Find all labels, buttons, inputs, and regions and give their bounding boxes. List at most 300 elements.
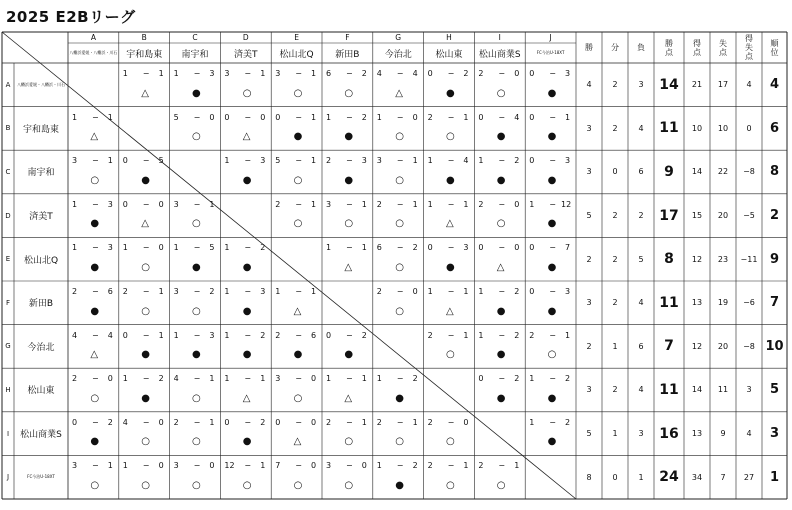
score-away: 12 — [561, 199, 572, 209]
score-dash: − — [396, 374, 404, 384]
score-away: 2 — [260, 417, 266, 427]
score-dash: − — [346, 112, 353, 122]
score-away: 1 — [361, 199, 367, 209]
score-home: 0 — [427, 69, 433, 78]
score-home: 1 — [122, 374, 128, 384]
result-mark: ○ — [344, 87, 354, 99]
score-home: 1 — [173, 330, 179, 340]
standing-value: 12 — [691, 254, 703, 264]
result-mark: ● — [446, 87, 455, 99]
score-home: 0 — [529, 156, 535, 166]
standing-value: 13 — [691, 298, 703, 308]
score-home: 1 — [326, 374, 332, 384]
score-away: 0 — [158, 243, 164, 253]
result-mark: ● — [192, 262, 201, 273]
standing-value: 3 — [586, 123, 592, 133]
score-away: 0 — [412, 112, 418, 122]
score-away: 1 — [158, 287, 164, 296]
score-dash: − — [549, 199, 556, 209]
score-home: 1 — [326, 243, 332, 253]
score-home: 1 — [72, 243, 78, 253]
standing-value: 2 — [612, 385, 618, 395]
stat-header: 得 失 点 — [745, 34, 753, 61]
score-dash: − — [396, 112, 404, 122]
score-home: 0 — [529, 287, 535, 296]
score-dash: − — [142, 287, 150, 296]
score-dash: − — [295, 330, 302, 340]
score-dash: − — [92, 287, 99, 296]
standing-value: 5 — [638, 254, 644, 264]
column-team-name: FC今治U-18XT — [536, 50, 565, 55]
score-home: 1 — [529, 374, 535, 384]
score-away: 2 — [565, 374, 571, 384]
score-home: 1 — [224, 374, 230, 384]
column-team-name: 済美T — [234, 49, 258, 60]
result-mark: ● — [90, 262, 100, 273]
standing-value: 3 — [638, 429, 644, 439]
column-letter: G — [395, 33, 402, 42]
standing-value: 24 — [659, 469, 679, 486]
score-dash: − — [346, 156, 353, 166]
result-mark: ○ — [446, 436, 455, 448]
score-home: 0 — [529, 69, 535, 78]
row-letter: E — [5, 255, 11, 264]
score-dash: − — [447, 69, 455, 78]
score-home: 1 — [376, 461, 382, 471]
score-away: 2 — [514, 287, 520, 296]
score-dash: − — [193, 287, 201, 296]
score-away: 3 — [260, 287, 266, 296]
score-away: 1 — [311, 156, 317, 166]
score-away: 0 — [311, 374, 317, 384]
score-home: 4 — [376, 69, 382, 78]
score-away: 3 — [107, 199, 113, 209]
result-mark: ○ — [141, 262, 150, 273]
score-away: 1 — [463, 330, 469, 340]
result-mark: ○ — [344, 480, 354, 491]
score-dash: − — [92, 199, 99, 209]
standing-value: 11 — [659, 381, 679, 398]
row-team-name: 新田B — [28, 299, 54, 310]
diagonal-line — [2, 32, 576, 499]
standing-value: 9 — [720, 429, 726, 439]
standing-value: 2 — [612, 254, 618, 264]
column-team-name: 新田B — [335, 49, 360, 60]
score-away: 4 — [514, 112, 520, 122]
score-away: 2 — [514, 156, 520, 166]
score-away: 1 — [565, 112, 571, 122]
score-home: 0 — [224, 417, 230, 427]
stat-header: 負 — [637, 43, 645, 52]
result-mark: ○ — [141, 436, 150, 448]
standing-value: 4 — [746, 429, 752, 439]
score-home: 2 — [478, 461, 484, 471]
result-mark: ● — [242, 349, 252, 361]
score-dash: − — [549, 69, 556, 78]
row-team-name: 松山東 — [27, 386, 55, 397]
stat-header: 失 点 — [719, 38, 727, 57]
standing-value: 14 — [691, 167, 703, 177]
result-mark: ○ — [192, 392, 201, 404]
result-mark: ● — [547, 436, 557, 448]
score-away: 1 — [311, 287, 317, 296]
result-mark: ○ — [395, 262, 404, 273]
score-away: 0 — [209, 112, 215, 122]
score-away: 2 — [463, 69, 469, 78]
score-dash: − — [244, 112, 252, 122]
result-mark: ○ — [192, 131, 201, 143]
score-home: 0 — [529, 243, 535, 253]
score-away: 3 — [260, 156, 266, 166]
standing-value: 27 — [743, 472, 755, 482]
score-away: 3 — [361, 156, 367, 166]
score-home: 0 — [122, 330, 128, 340]
score-away: 1 — [463, 199, 469, 209]
result-mark: ● — [141, 174, 150, 186]
score-away: 3 — [565, 287, 571, 296]
standing-value: 4 — [746, 80, 752, 90]
standing-value: 17 — [659, 207, 679, 224]
result-mark: ○ — [242, 480, 252, 491]
standing-value: 6 — [769, 120, 780, 136]
result-mark: ● — [446, 174, 455, 186]
result-mark: ○ — [192, 218, 201, 230]
score-away: 4 — [107, 330, 113, 340]
score-home: 2 — [122, 287, 128, 296]
score-dash: − — [92, 461, 99, 471]
row-team-name: 宇和島東 — [22, 124, 59, 135]
score-away: 1 — [209, 199, 215, 209]
score-away: 1 — [158, 330, 164, 340]
result-mark: ● — [547, 392, 557, 404]
score-home: 0 — [529, 112, 535, 122]
score-away: 1 — [311, 199, 317, 209]
result-mark: ○ — [446, 349, 455, 361]
score-home: 1 — [478, 287, 484, 296]
row-team-name: 八幡浜愛媛・八幡浜・川石 — [17, 81, 65, 87]
result-mark: ○ — [293, 218, 303, 230]
result-mark: △ — [395, 87, 403, 99]
score-away: 1 — [412, 417, 418, 427]
standing-value: 4 — [638, 298, 644, 308]
score-away: 1 — [361, 243, 367, 253]
standing-value: 2 — [769, 208, 780, 224]
score-home: 0 — [224, 112, 230, 122]
score-away: 1 — [260, 69, 266, 78]
standing-value: 17 — [717, 80, 729, 90]
score-home: 3 — [326, 461, 332, 471]
score-dash: − — [142, 374, 150, 384]
result-mark: ● — [90, 436, 100, 448]
score-home: 1 — [427, 199, 433, 209]
score-home: 1 — [122, 69, 128, 78]
result-mark: △ — [90, 131, 99, 143]
column-letter: D — [242, 33, 249, 42]
score-home: 1 — [224, 330, 230, 340]
result-mark: ○ — [446, 131, 455, 143]
score-dash: − — [295, 69, 302, 78]
score-home: 1 — [529, 417, 535, 427]
score-away: 6 — [311, 330, 317, 340]
score-away: 2 — [361, 330, 367, 340]
score-away: 3 — [209, 330, 215, 340]
result-mark: ● — [395, 480, 404, 491]
standing-value: 34 — [691, 472, 703, 482]
standing-value: 8 — [664, 251, 674, 268]
standing-value: 4 — [769, 77, 780, 93]
score-away: 0 — [107, 374, 113, 384]
score-away: 6 — [107, 287, 113, 296]
score-dash: − — [549, 243, 556, 253]
score-dash: − — [549, 330, 556, 340]
score-away: 3 — [565, 156, 571, 166]
result-mark: △ — [242, 131, 251, 143]
score-home: 6 — [376, 243, 382, 253]
score-dash: − — [396, 156, 404, 166]
result-mark: ● — [192, 349, 201, 361]
result-mark: △ — [293, 305, 302, 317]
score-home: 1 — [224, 156, 230, 166]
result-mark: △ — [344, 392, 353, 404]
standing-value: 16 — [659, 425, 679, 442]
column-team-name: 南宇和 — [181, 49, 209, 60]
score-dash: − — [346, 243, 353, 253]
score-away: 1 — [107, 112, 113, 122]
column-letter: A — [90, 33, 96, 42]
standing-value: 1 — [638, 472, 644, 482]
column-team-name: 八幡浜愛媛・八幡浜・川石 — [69, 50, 118, 55]
result-mark: ○ — [242, 87, 252, 99]
result-mark: ● — [141, 349, 150, 361]
result-mark: ○ — [90, 480, 100, 491]
standing-value: 9 — [664, 163, 674, 180]
score-away: 1 — [514, 461, 520, 471]
score-away: 0 — [311, 461, 317, 471]
score-home: 1 — [478, 330, 484, 340]
score-home: 0 — [275, 112, 281, 122]
score-away: 2 — [158, 374, 164, 384]
score-dash: − — [244, 417, 252, 427]
score-away: 0 — [311, 417, 317, 427]
score-dash: − — [193, 199, 201, 209]
score-home: 1 — [326, 112, 332, 122]
standing-value: 2 — [612, 298, 618, 308]
column-letter: H — [446, 33, 452, 42]
score-away: 2 — [209, 287, 215, 296]
score-away: 0 — [463, 417, 469, 427]
column-team-name: 松山商業S — [478, 49, 521, 60]
score-home: 0 — [122, 156, 128, 166]
result-mark: ○ — [496, 218, 506, 230]
column-letter: F — [345, 33, 350, 42]
column-team-name: 今治北 — [384, 49, 412, 60]
score-dash: − — [346, 199, 353, 209]
score-away: 1 — [463, 461, 469, 471]
standing-value: −8 — [743, 167, 755, 177]
score-dash: − — [142, 461, 150, 471]
score-home: 3 — [326, 199, 332, 209]
page-title: 2025 E2Bリーグ — [6, 8, 136, 26]
result-mark: ● — [242, 262, 252, 273]
score-home: 0 — [72, 417, 78, 427]
standing-value: 1 — [612, 341, 618, 351]
result-mark: ○ — [141, 480, 150, 491]
column-letter: B — [141, 33, 147, 42]
score-dash: − — [498, 156, 506, 166]
score-home: 1 — [72, 112, 78, 122]
result-mark: ● — [446, 262, 455, 273]
score-home: 3 — [173, 287, 179, 296]
standing-value: 20 — [717, 341, 729, 351]
score-dash: − — [244, 156, 252, 166]
standing-value: 1 — [612, 429, 618, 439]
score-dash: − — [346, 330, 353, 340]
result-mark: ● — [293, 131, 303, 143]
result-mark: ○ — [192, 305, 201, 317]
result-mark: △ — [344, 262, 353, 273]
score-home: 4 — [72, 330, 78, 340]
score-home: 2 — [376, 199, 382, 209]
standing-value: 14 — [659, 76, 679, 93]
standing-value: 20 — [717, 211, 729, 221]
standing-value: 5 — [586, 429, 592, 439]
score-home: 2 — [427, 417, 433, 427]
score-dash: − — [498, 112, 506, 122]
stat-header: 得 点 — [693, 38, 701, 57]
standing-value: 3 — [586, 385, 592, 395]
standing-value: 0 — [612, 167, 618, 177]
result-mark: ● — [90, 305, 100, 317]
result-mark: ○ — [395, 131, 404, 143]
score-dash: − — [396, 69, 404, 78]
score-away: 1 — [311, 69, 317, 78]
score-dash: − — [92, 112, 99, 122]
score-home: 4 — [122, 417, 128, 427]
score-away: 2 — [412, 243, 418, 253]
score-dash: − — [142, 156, 150, 166]
result-mark: ● — [547, 305, 557, 317]
standing-value: 11 — [659, 120, 679, 137]
score-away: 1 — [209, 374, 215, 384]
score-dash: − — [295, 199, 302, 209]
standing-value: 6 — [638, 167, 644, 177]
score-home: 7 — [275, 461, 281, 471]
score-dash: − — [295, 287, 302, 296]
result-mark: ○ — [293, 480, 303, 491]
score-home: 3 — [72, 156, 78, 166]
score-away: 0 — [209, 461, 215, 471]
score-home: 12 — [224, 461, 235, 471]
score-dash: − — [295, 112, 302, 122]
row-letter: G — [5, 342, 11, 351]
score-away: 2 — [412, 374, 418, 384]
result-mark: ● — [242, 305, 252, 317]
score-dash: − — [244, 374, 252, 384]
row-team-name: 済美T — [29, 212, 53, 223]
score-dash: − — [498, 243, 506, 253]
result-mark: ○ — [496, 87, 506, 99]
score-home: 2 — [427, 112, 433, 122]
score-away: 0 — [158, 417, 164, 427]
score-away: 1 — [209, 417, 215, 427]
standing-value: 2 — [586, 254, 592, 264]
score-away: 0 — [158, 199, 164, 209]
score-dash: − — [396, 461, 404, 471]
standing-value: 7 — [769, 295, 780, 311]
score-away: 1 — [565, 330, 571, 340]
score-dash: − — [346, 417, 353, 427]
score-dash: − — [92, 417, 99, 427]
score-dash: − — [346, 69, 353, 78]
standing-value: 8 — [769, 164, 780, 180]
score-away: 1 — [107, 156, 113, 166]
standing-value: 13 — [691, 429, 703, 439]
score-away: 1 — [158, 69, 164, 78]
result-mark: ● — [496, 392, 506, 404]
standing-value: 5 — [769, 382, 780, 398]
score-home: 1 — [376, 112, 382, 122]
score-home: 1 — [224, 287, 230, 296]
score-home: 2 — [478, 69, 484, 78]
score-dash: − — [295, 156, 302, 166]
score-away: 2 — [107, 417, 113, 427]
result-mark: ○ — [496, 480, 506, 491]
result-mark: ● — [547, 174, 557, 186]
result-mark: ● — [496, 131, 506, 143]
standing-value: 19 — [717, 298, 729, 308]
score-dash: − — [142, 69, 150, 78]
result-mark: ● — [496, 174, 506, 186]
score-home: 0 — [478, 243, 484, 253]
score-dash: − — [244, 243, 252, 253]
standing-value: 7 — [664, 338, 674, 355]
score-dash: − — [193, 374, 201, 384]
score-away: 1 — [311, 112, 317, 122]
score-dash: − — [498, 374, 506, 384]
standing-value: 11 — [659, 294, 679, 311]
score-dash: − — [193, 243, 201, 253]
score-away: 2 — [361, 69, 367, 78]
score-home: 1 — [427, 156, 433, 166]
standing-value: 5 — [586, 211, 592, 221]
score-dash: − — [244, 461, 252, 471]
result-mark: △ — [446, 305, 454, 317]
score-home: 0 — [478, 112, 484, 122]
result-mark: ● — [344, 174, 354, 186]
score-away: 1 — [260, 461, 266, 471]
score-home: 2 — [173, 417, 179, 427]
score-away: 7 — [565, 243, 571, 253]
standing-value: 2 — [612, 211, 618, 221]
score-dash: − — [498, 69, 506, 78]
score-home: 1 — [122, 243, 128, 253]
score-home: 2 — [529, 330, 535, 340]
result-mark: ○ — [293, 174, 303, 186]
score-home: 0 — [427, 243, 433, 253]
score-home: 1 — [122, 461, 128, 471]
stat-header: 順 位 — [770, 38, 779, 57]
standing-value: 23 — [717, 254, 729, 264]
row-letter: F — [5, 298, 11, 307]
column-letter: C — [192, 33, 198, 42]
score-away: 1 — [260, 374, 266, 384]
score-away: 2 — [514, 374, 520, 384]
score-dash: − — [346, 461, 353, 471]
score-away: 5 — [158, 156, 164, 166]
score-away: 2 — [514, 330, 520, 340]
standing-value: 3 — [769, 426, 780, 442]
score-home: 0 — [122, 199, 128, 209]
